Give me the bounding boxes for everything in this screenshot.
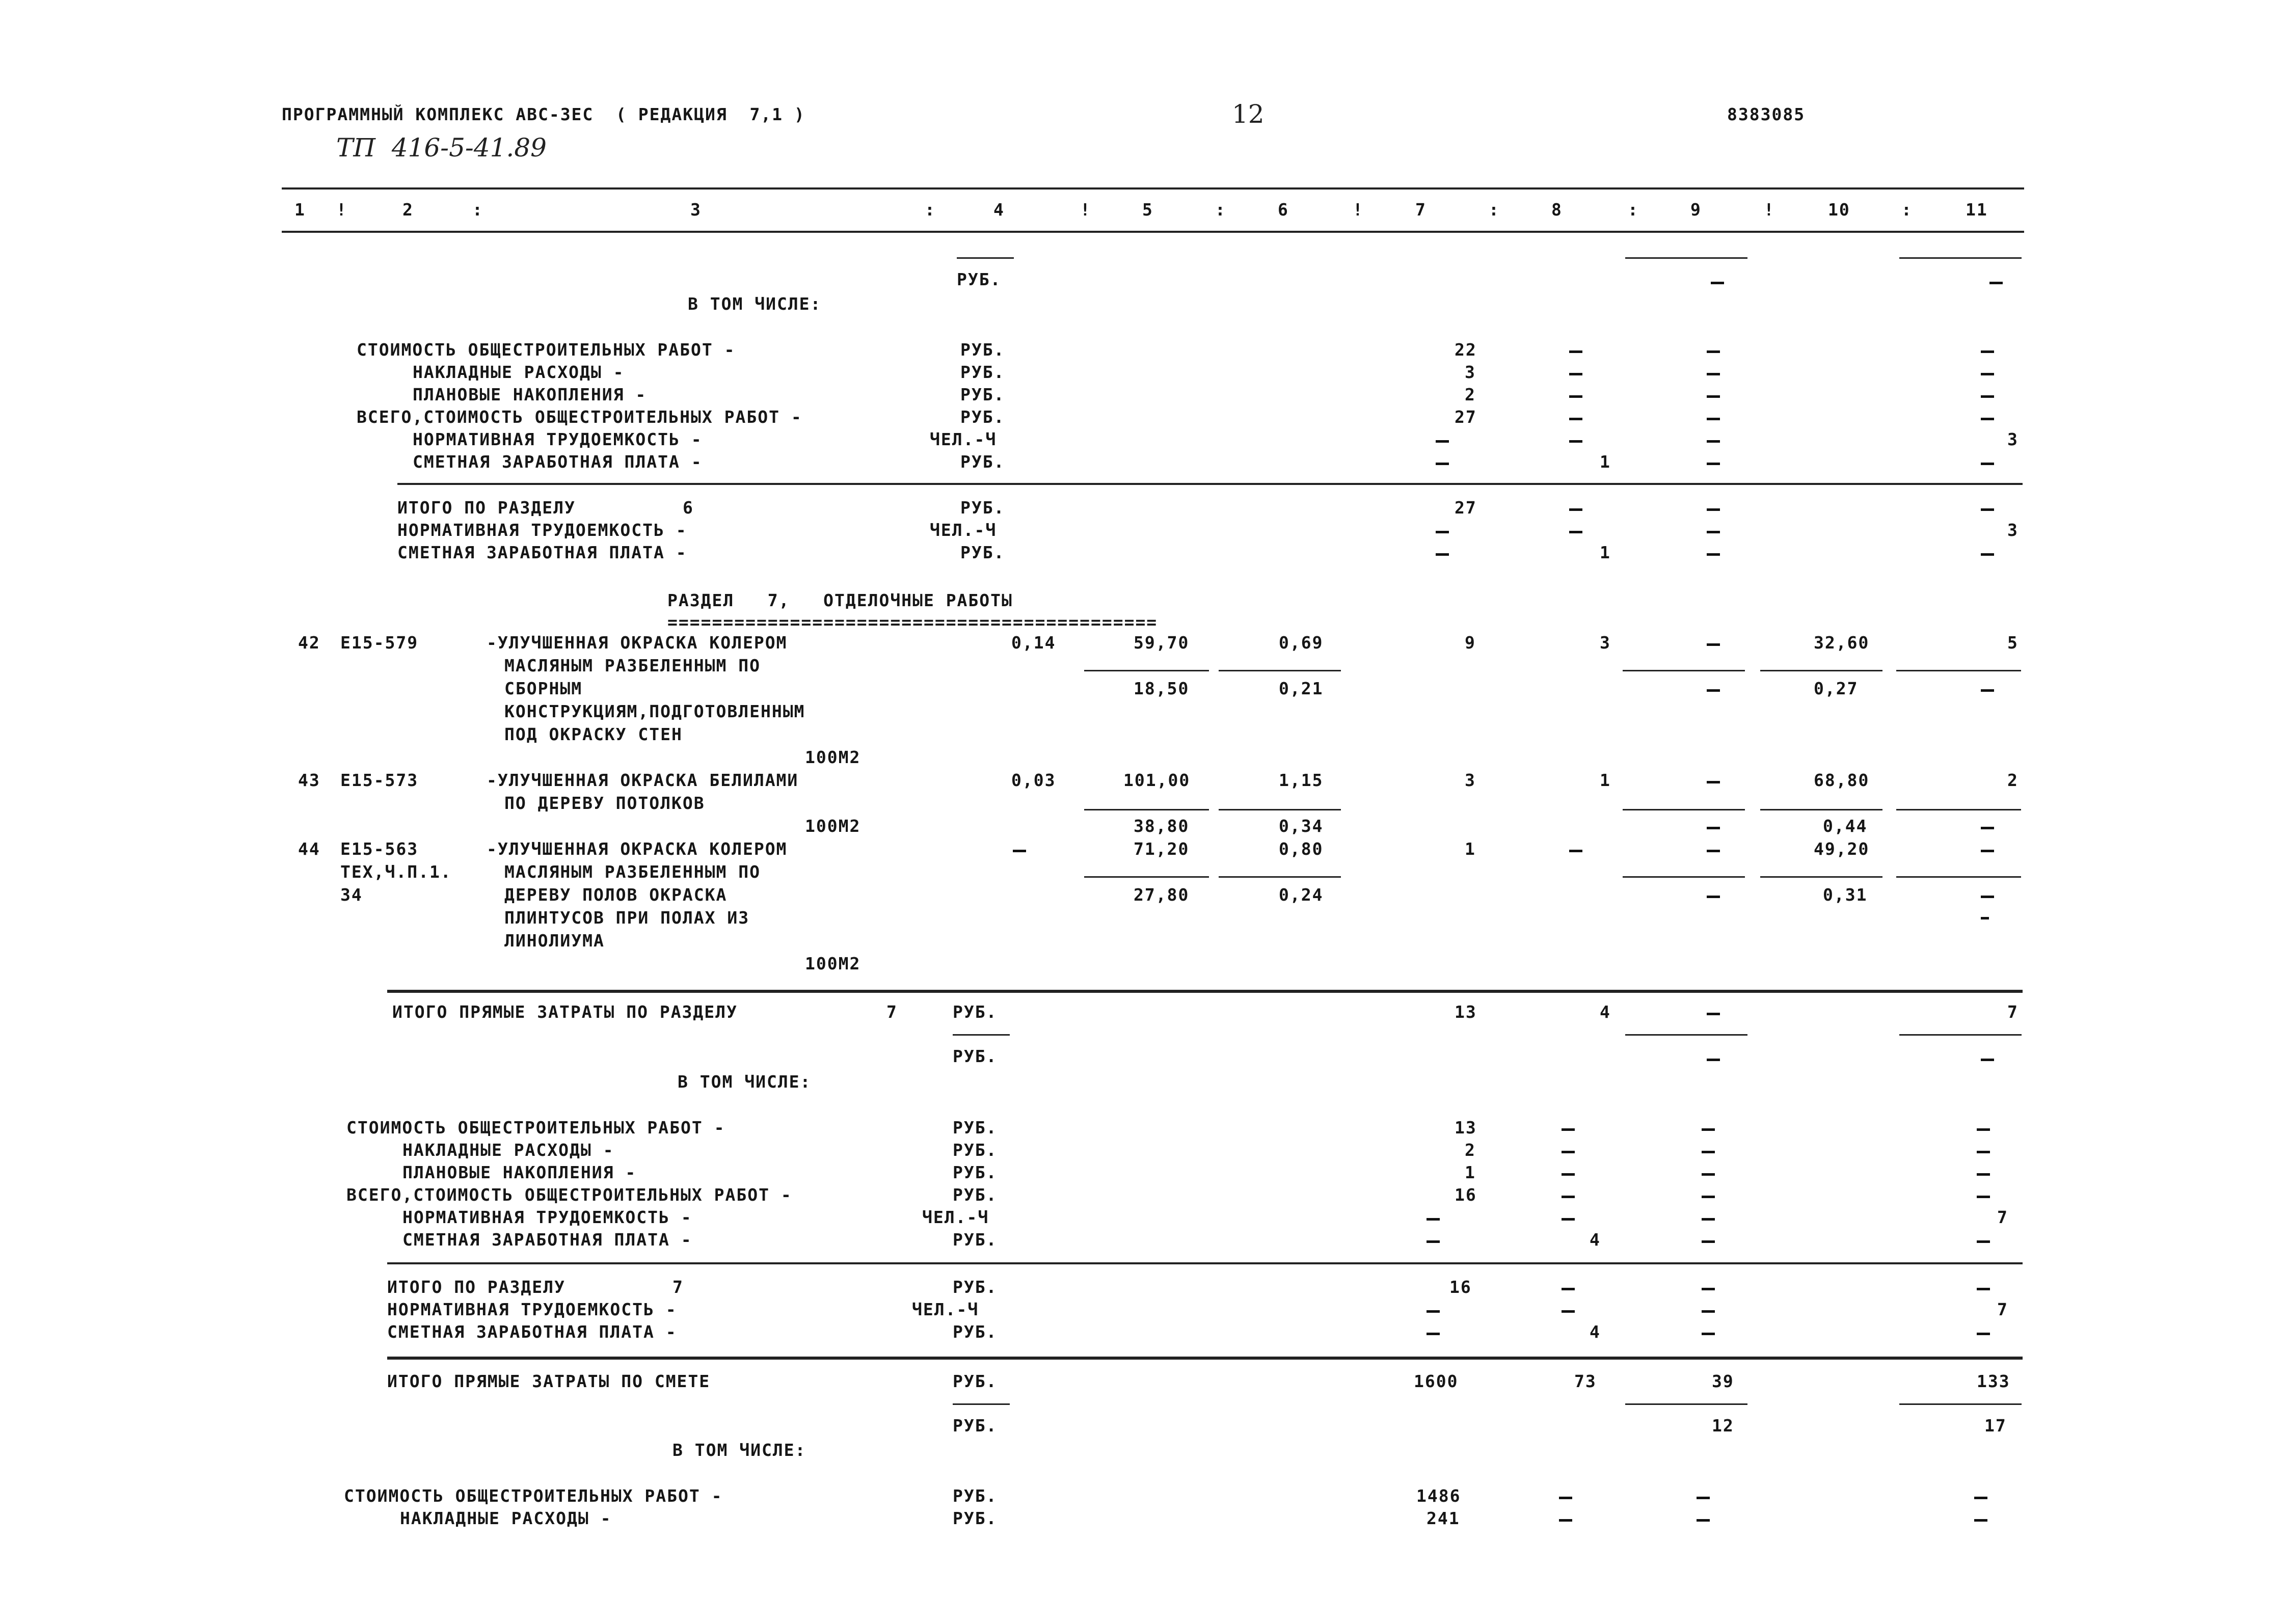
item-quantity: 0,14 <box>1011 633 1056 653</box>
row-unit: РУБ. <box>953 1118 998 1138</box>
row-label: ВСЕГО,СТОИМОСТЬ ОБЩЕСТРОИТЕЛЬНЫХ РАБОТ - <box>346 1185 792 1205</box>
unit-label: РУБ. <box>953 1046 998 1066</box>
dash <box>1974 1497 1987 1499</box>
column-separator: ! <box>1080 200 1091 220</box>
dash <box>1702 1173 1715 1176</box>
column-header-7: 7 <box>1415 200 1427 220</box>
dash <box>1697 1519 1710 1522</box>
rule <box>1084 670 1209 671</box>
total-label: НОРМАТИВНАЯ ТРУДОЕМКОСТЬ - <box>387 1300 677 1319</box>
total-value-col7: 13 <box>1455 1002 1477 1022</box>
program-title: ПРОГРАММНЫЙ КОМПЛЕКС АВС-ЗЕС ( РЕДАКЦИЯ 7,1 ) <box>282 104 805 124</box>
dash <box>1436 553 1449 556</box>
item-unit: 100М2 <box>805 816 861 836</box>
row-value-col7: 13 <box>1455 1118 1477 1138</box>
total-unit: РУБ. <box>953 1416 998 1436</box>
row-label: СТОИМОСТЬ ОБЩЕСТРОИТЕЛЬНЫХ РАБОТ - <box>344 1486 723 1506</box>
item-quantity: 0,03 <box>1011 770 1056 790</box>
dash <box>1707 850 1720 852</box>
row-unit: РУБ. <box>953 1230 998 1250</box>
dash <box>1707 896 1720 898</box>
item-col10-sub: 0,27 <box>1814 679 1859 698</box>
item-col11: 2 <box>2007 770 2019 790</box>
dash <box>1707 643 1720 646</box>
row-label: НАКЛАДНЫЕ РАСХОДЫ - <box>413 362 625 382</box>
rule <box>1219 809 1341 810</box>
item-col5: 101,00 <box>1123 770 1191 790</box>
dash <box>1436 531 1449 533</box>
row-value-col7: 16 <box>1455 1185 1477 1205</box>
column-separator: : <box>472 200 483 220</box>
item-code: Е15-563 <box>340 839 419 859</box>
dash <box>1702 1288 1715 1290</box>
dash <box>1562 1288 1575 1290</box>
item-col11: 5 <box>2007 633 2019 653</box>
dash <box>1981 850 1994 852</box>
row-unit: РУБ. <box>953 1162 998 1182</box>
item-col5: 71,20 <box>1134 839 1190 859</box>
row-label: ПЛАНОВЫЕ НАКОПЛЕНИЯ - <box>413 385 647 404</box>
total-label: ИТОГО ПО РАЗДЕЛУ <box>397 498 576 518</box>
dash <box>1707 350 1720 353</box>
dash <box>1569 531 1582 533</box>
item-col10-sub: 0,44 <box>1823 816 1868 836</box>
item-number: 42 <box>298 633 320 653</box>
item-col8: 3 <box>1600 633 1611 653</box>
column-header-8: 8 <box>1551 200 1563 220</box>
including-heading: В ТОМ ЧИСЛЕ: <box>678 1072 812 1092</box>
dash <box>1569 395 1582 398</box>
dash <box>1427 1310 1440 1313</box>
dash <box>1569 850 1582 852</box>
dash <box>1977 1128 1990 1131</box>
item-desc-line: ЛИНОЛИУМА <box>504 931 605 951</box>
dash <box>1569 508 1582 511</box>
column-header-9: 9 <box>1690 200 1702 220</box>
rule <box>1623 670 1745 671</box>
row-value-col8: 4 <box>1590 1230 1601 1250</box>
item-col6-sub: 0,34 <box>1279 816 1324 836</box>
row-label: СТОИМОСТЬ ОБЩЕСТРОИТЕЛЬНЫХ РАБОТ - <box>357 340 736 360</box>
item-col6-sub: 0,21 <box>1279 679 1324 698</box>
total-label: СМЕТНАЯ ЗАРАБОТНАЯ ПЛАТА - <box>397 543 687 562</box>
dash <box>1702 1218 1715 1221</box>
dash <box>1981 917 1989 919</box>
item-col5: 59,70 <box>1134 633 1190 653</box>
row-unit: РУБ. <box>953 1140 998 1160</box>
item-code-extra: ТЕХ,Ч.П.1. <box>340 862 452 882</box>
rule <box>1760 876 1882 878</box>
total-unit: РУБ. <box>960 543 1005 562</box>
rule <box>1623 876 1745 878</box>
column-header-4: 4 <box>993 200 1005 220</box>
dash <box>1013 850 1026 852</box>
rule <box>1623 809 1745 810</box>
dash <box>1562 1196 1575 1198</box>
project-code: ТП 416-5-41.89 <box>336 133 547 163</box>
total-value-col7: 1600 <box>1414 1371 1459 1391</box>
dash <box>1981 373 1994 375</box>
row-value-col7: 241 <box>1427 1508 1460 1528</box>
row-label: СМЕТНАЯ ЗАРАБОТНАЯ ПЛАТА - <box>413 452 703 472</box>
row-label: НАКЛАДНЫЕ РАСХОДЫ - <box>402 1140 614 1160</box>
row-unit: РУБ. <box>953 1486 998 1506</box>
estimate-total-rule <box>387 1357 2023 1360</box>
column-separator: : <box>1901 200 1913 220</box>
rule <box>1899 1403 2022 1405</box>
total-value-col8: 73 <box>1574 1371 1597 1391</box>
column-separator: : <box>1489 200 1500 220</box>
column-header-3: 3 <box>690 200 702 220</box>
item-col10: 49,20 <box>1814 839 1870 859</box>
row-label: СМЕТНАЯ ЗАРАБОТНАЯ ПЛАТА - <box>402 1230 692 1250</box>
dash <box>1981 418 1994 420</box>
dash <box>1981 689 1994 692</box>
section-title-underline: ============================================ <box>667 612 1158 632</box>
item-unit: 100М2 <box>805 747 861 767</box>
row-unit: РУБ. <box>960 452 1005 472</box>
total-unit: РУБ. <box>953 1322 998 1342</box>
dash <box>1702 1196 1715 1198</box>
rule <box>1896 809 2021 810</box>
row-value-col11: 3 <box>2007 429 2019 449</box>
dash <box>1707 418 1720 420</box>
total-value-col7: 27 <box>1455 498 1477 518</box>
rule <box>1896 670 2021 671</box>
item-col8: 1 <box>1600 770 1611 790</box>
row-unit: РУБ. <box>953 1508 998 1528</box>
row-unit: РУБ. <box>960 340 1005 360</box>
item-col6-sub: 0,24 <box>1279 885 1324 905</box>
page-number: 12 <box>1232 99 1264 129</box>
rule <box>1625 257 1747 259</box>
dash <box>1977 1196 1990 1198</box>
column-separator: : <box>1628 200 1639 220</box>
rule <box>1899 257 2022 259</box>
total-label: НОРМАТИВНАЯ ТРУДОЕМКОСТЬ - <box>397 520 687 540</box>
row-unit: РУБ. <box>960 362 1005 382</box>
document-code: 8383085 <box>1727 104 1806 124</box>
dash <box>1981 827 1994 829</box>
item-desc-line: -УЛУЧШЕННАЯ ОКРАСКА КОЛЕРОМ <box>487 633 788 653</box>
item-desc-line: СБОРНЫМ <box>504 679 583 698</box>
dash <box>1977 1288 1990 1290</box>
dash <box>1707 395 1720 398</box>
row-unit: РУБ. <box>953 1185 998 1205</box>
row-label: НАКЛАДНЫЕ РАСХОДЫ - <box>400 1508 612 1528</box>
row-value-col7: 27 <box>1455 407 1477 427</box>
item-code: Е15-573 <box>340 770 419 790</box>
rule <box>1084 876 1209 878</box>
dash <box>1702 1128 1715 1131</box>
dash <box>1711 282 1724 284</box>
section-total-rule <box>387 990 2023 993</box>
dash <box>1562 1310 1575 1313</box>
dash <box>1559 1519 1572 1522</box>
dash <box>1427 1218 1440 1221</box>
dash <box>1562 1218 1575 1221</box>
dash <box>1427 1240 1440 1243</box>
dash <box>1974 1519 1987 1522</box>
dash <box>1977 1173 1990 1176</box>
section-number: 7 <box>672 1277 684 1297</box>
dash <box>1981 508 1994 511</box>
header-bottom-rule <box>282 231 2024 233</box>
dash <box>1559 1497 1572 1499</box>
row-value-col7: 2 <box>1465 1140 1476 1160</box>
dash <box>1562 1151 1575 1153</box>
row-label: НОРМАТИВНАЯ ТРУДОЕМКОСТЬ - <box>402 1207 692 1227</box>
item-code-extra: 34 <box>340 885 363 905</box>
dash <box>1707 689 1720 692</box>
column-header-6: 6 <box>1278 200 1289 220</box>
subtotal-rule <box>397 483 2023 485</box>
dash <box>1707 1013 1720 1015</box>
dash <box>1981 395 1994 398</box>
column-header-2: 2 <box>402 200 414 220</box>
dash <box>1989 282 2003 284</box>
total-unit: РУБ. <box>953 1371 998 1391</box>
dash <box>1702 1240 1715 1243</box>
dash <box>1981 463 1994 465</box>
row-value-col7: 1486 <box>1416 1486 1461 1506</box>
rule <box>957 257 1014 259</box>
dash <box>1707 463 1720 465</box>
item-unit: 100М2 <box>805 954 861 973</box>
item-desc-line: ПОД ОКРАСКУ СТЕН <box>504 724 683 744</box>
dash <box>1707 827 1720 829</box>
dash <box>1569 418 1582 420</box>
total-value-col11: 7 <box>1997 1300 2008 1319</box>
dash <box>1702 1310 1715 1313</box>
total-unit: РУБ. <box>953 1277 998 1297</box>
row-label: СТОИМОСТЬ ОБЩЕСТРОИТЕЛЬНЫХ РАБОТ - <box>346 1118 725 1138</box>
rule <box>1760 670 1882 671</box>
item-col7: 9 <box>1465 633 1476 653</box>
column-header-1: 1 <box>294 200 306 220</box>
item-desc-line: ПО ДЕРЕВУ ПОТОЛКОВ <box>504 793 705 813</box>
row-value-col7: 1 <box>1465 1162 1476 1182</box>
item-desc-line: ПЛИНТУСОВ ПРИ ПОЛАХ ИЗ <box>504 908 750 928</box>
total-unit: ЧЕЛ.-Ч <box>930 520 997 540</box>
total-unit: РУБ. <box>960 498 1005 518</box>
total-value-col11-sub: 17 <box>1984 1416 2007 1436</box>
total-value-col8: 4 <box>1600 1002 1611 1022</box>
total-value-col8: 4 <box>1590 1322 1601 1342</box>
dash <box>1981 553 1994 556</box>
dash <box>1436 463 1449 465</box>
dash <box>1981 1059 1994 1061</box>
dash <box>1427 1333 1440 1335</box>
dash <box>1707 781 1720 783</box>
column-separator: : <box>925 200 936 220</box>
item-number: 44 <box>298 839 320 859</box>
including-heading: В ТОМ ЧИСЛЕ: <box>688 294 822 314</box>
column-separator: ! <box>336 200 347 220</box>
item-desc-line: МАСЛЯНЫМ РАЗБЕЛЕННЫМ ПО <box>504 862 761 882</box>
item-col6: 0,69 <box>1279 633 1324 653</box>
row-label: НОРМАТИВНАЯ ТРУДОЕМКОСТЬ - <box>413 429 703 449</box>
column-separator: ! <box>1353 200 1364 220</box>
total-unit: РУБ. <box>953 1002 998 1022</box>
column-header-11: 11 <box>1966 200 1988 220</box>
rule <box>1760 809 1882 810</box>
total-label: ИТОГО ПРЯМЫЕ ЗАТРАТЫ ПО СМЕТЕ <box>387 1371 711 1391</box>
column-header-10: 10 <box>1828 200 1850 220</box>
dash <box>1981 896 1994 898</box>
total-value-col8: 1 <box>1600 543 1611 562</box>
rule <box>953 1034 1010 1036</box>
total-value-col11: 3 <box>2007 520 2019 540</box>
item-desc-line: МАСЛЯНЫМ РАЗБЕЛЕННЫМ ПО <box>504 656 761 675</box>
rule <box>1625 1034 1747 1036</box>
item-col5-sub: 18,50 <box>1134 679 1190 698</box>
row-unit: РУБ. <box>960 407 1005 427</box>
section-number: 6 <box>683 498 694 518</box>
dash <box>1977 1240 1990 1243</box>
item-col7: 3 <box>1465 770 1476 790</box>
rule <box>1896 876 2021 878</box>
dash <box>1702 1333 1715 1335</box>
total-label: СМЕТНАЯ ЗАРАБОТНАЯ ПЛАТА - <box>387 1322 677 1342</box>
row-label: ПЛАНОВЫЕ НАКОПЛЕНИЯ - <box>402 1162 637 1182</box>
dash <box>1697 1497 1710 1499</box>
total-value-col11: 133 <box>1977 1371 2010 1391</box>
dash <box>1436 440 1449 443</box>
dash <box>1569 440 1582 443</box>
rule <box>1899 1034 2022 1036</box>
item-col10: 32,60 <box>1814 633 1870 653</box>
dash <box>1977 1333 1990 1335</box>
row-value-col11: 7 <box>1997 1207 2008 1227</box>
subtotal-rule <box>387 1262 2023 1264</box>
row-value-col7: 2 <box>1465 385 1476 404</box>
row-value-col7: 22 <box>1455 340 1477 360</box>
item-col10-sub: 0,31 <box>1823 885 1868 905</box>
rule <box>1219 876 1341 878</box>
item-desc-line: ДЕРЕВУ ПОЛОВ ОКРАСКА <box>504 885 728 905</box>
dash <box>1981 350 1994 353</box>
section-title: РАЗДЕЛ 7, ОТДЕЛОЧНЫЕ РАБОТЫ <box>667 590 1013 610</box>
dash <box>1707 1059 1720 1061</box>
row-unit: РУБ. <box>960 385 1005 404</box>
item-desc-line: КОНСТРУКЦИЯМ,ПОДГОТОВЛЕННЫМ <box>504 701 805 721</box>
total-value-col11: 7 <box>2007 1002 2019 1022</box>
item-col10: 68,80 <box>1814 770 1870 790</box>
dash <box>1707 373 1720 375</box>
column-separator: : <box>1215 200 1226 220</box>
dash <box>1707 531 1720 533</box>
row-unit: ЧЕЛ.-Ч <box>930 429 997 449</box>
dash <box>1569 373 1582 375</box>
row-value-col8: 1 <box>1600 452 1611 472</box>
item-col5-sub: 27,80 <box>1134 885 1190 905</box>
item-col6: 0,80 <box>1279 839 1324 859</box>
dash <box>1977 1151 1990 1153</box>
total-label: ИТОГО ПО РАЗДЕЛУ <box>387 1277 566 1297</box>
rule <box>1219 670 1341 671</box>
rule <box>953 1403 1010 1405</box>
dash <box>1702 1151 1715 1153</box>
dash <box>1569 350 1582 353</box>
total-unit: ЧЕЛ.-Ч <box>912 1300 979 1319</box>
row-value-col7: 3 <box>1465 362 1476 382</box>
item-col6: 1,15 <box>1279 770 1324 790</box>
item-code: Е15-579 <box>340 633 419 653</box>
item-desc-line: -УЛУЧШЕННАЯ ОКРАСКА КОЛЕРОМ <box>487 839 788 859</box>
table-top-rule <box>282 187 2024 190</box>
including-heading: В ТОМ ЧИСЛЕ: <box>672 1440 806 1460</box>
item-number: 43 <box>298 770 320 790</box>
rule <box>1625 1403 1747 1405</box>
item-col5-sub: 38,80 <box>1134 816 1190 836</box>
dash <box>1562 1173 1575 1176</box>
column-header-5: 5 <box>1142 200 1153 220</box>
total-value-col9: 39 <box>1712 1371 1734 1391</box>
dash <box>1562 1128 1575 1131</box>
item-col7: 1 <box>1465 839 1476 859</box>
rule <box>1084 809 1209 810</box>
unit-label: РУБ. <box>957 269 1002 289</box>
section-number: 7 <box>886 1002 898 1022</box>
row-label: ВСЕГО,СТОИМОСТЬ ОБЩЕСТРОИТЕЛЬНЫХ РАБОТ - <box>357 407 802 427</box>
item-desc-line: -УЛУЧШЕННАЯ ОКРАСКА БЕЛИЛАМИ <box>487 770 799 790</box>
dash <box>1707 553 1720 556</box>
column-separator: ! <box>1764 200 1775 220</box>
row-unit: ЧЕЛ.-Ч <box>922 1207 989 1227</box>
dash <box>1707 440 1720 443</box>
total-value-col9-sub: 12 <box>1712 1416 1734 1436</box>
dash <box>1707 508 1720 511</box>
total-value-col7: 16 <box>1449 1277 1472 1297</box>
total-label: ИТОГО ПРЯМЫЕ ЗАТРАТЫ ПО РАЗДЕЛУ <box>392 1002 738 1022</box>
